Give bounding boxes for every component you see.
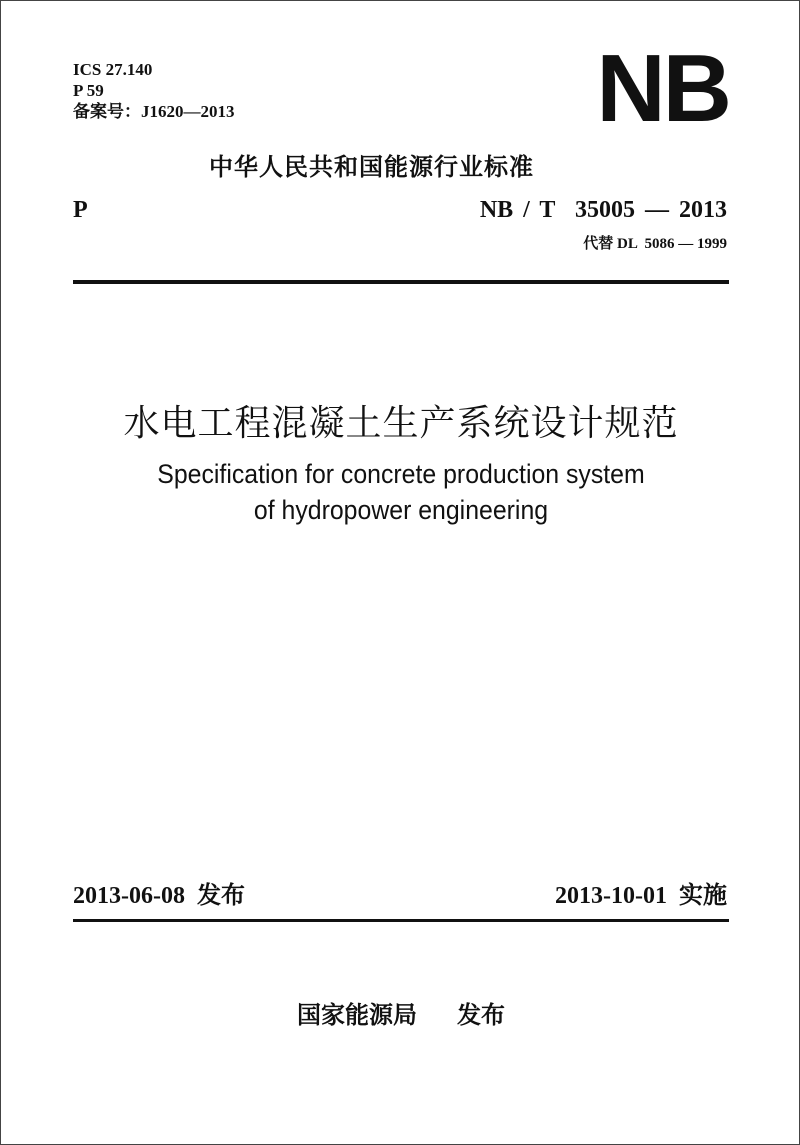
standard-category: 中华人民共和国能源行业标准 [209,153,534,181]
category-letter: P [73,197,88,223]
title-english-line-1: Specification for concrete production system [157,459,645,489]
nb-logo: NB [596,35,729,142]
bottom-divider [73,919,729,922]
release-date: 2013-06-08 发布 [73,883,245,909]
top-divider [73,280,729,284]
issuer [1,995,800,1030]
implementation-date: 2013-10-01 实施 [555,883,727,909]
standard-number: NB / T 35005 — 2013 [479,197,727,223]
classification-code: P 59 [73,81,104,100]
ics-code: ICS 27.140 [73,60,153,79]
title-chinese: 水电工程混凝土生产系统设计规范 [123,403,679,444]
replaces-standard: 代替 DL 5086 — 1999 [583,236,727,252]
issuer-action: 发布 [457,1001,505,1029]
filing-number: 备案号：J1620—2013 [73,102,235,121]
issuer-name: 国家能源局 [297,1001,417,1029]
title-english-line-2: of hydropower engineering [253,495,549,525]
